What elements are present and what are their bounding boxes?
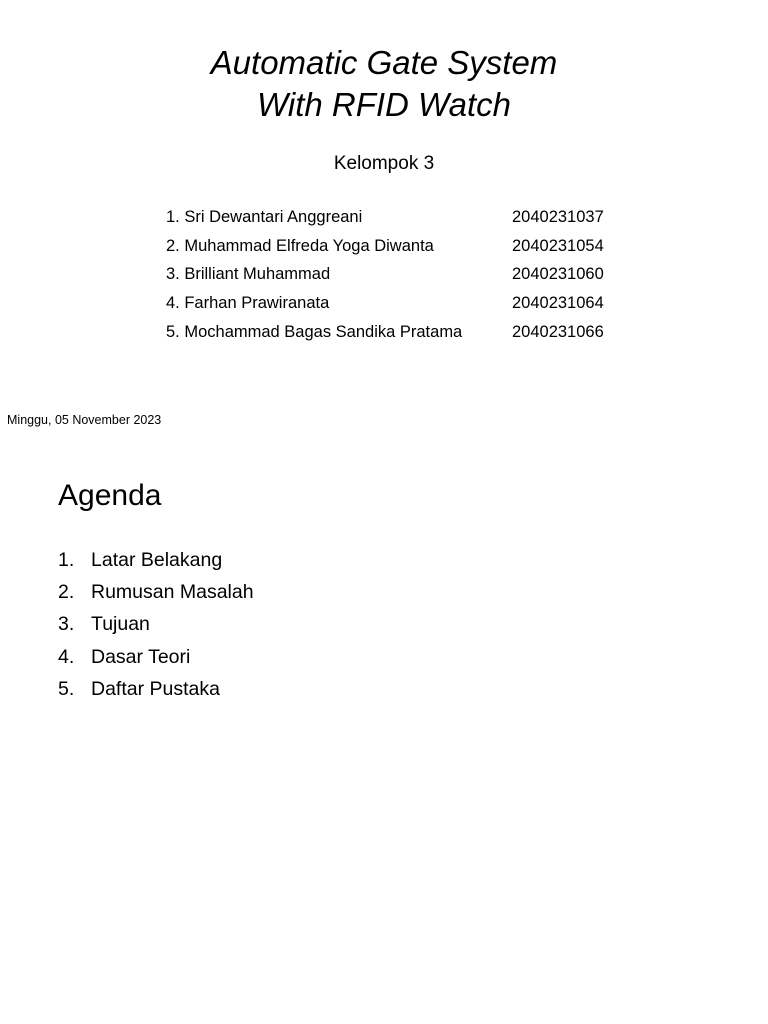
member-id: 2040231060 xyxy=(512,265,604,284)
agenda-item xyxy=(58,674,254,706)
agenda-item xyxy=(58,576,254,608)
agenda-heading: Agenda xyxy=(58,479,162,512)
agenda-item-number: 1. xyxy=(58,548,75,571)
member-name: 5. Mochammad Bagas Sandika Pratama xyxy=(166,323,463,342)
agenda-item-label: Latar Belakang xyxy=(91,548,223,571)
member-name: 4. Farhan Prawiranata xyxy=(166,294,330,313)
member-row xyxy=(166,232,626,261)
agenda-item-number: 5. xyxy=(58,678,75,701)
title-slide xyxy=(0,0,768,440)
agenda-item xyxy=(58,544,254,576)
agenda-item xyxy=(58,641,254,673)
member-name: 3. Brilliant Muhammad xyxy=(166,265,331,284)
agenda-list xyxy=(58,544,254,706)
title-line-1: Automatic Gate System xyxy=(210,44,558,81)
title-line-2: With RFID Watch xyxy=(257,86,511,123)
member-row xyxy=(166,261,626,290)
agenda-item-label: Rumusan Masalah xyxy=(91,581,254,604)
agenda-item-label: Tujuan xyxy=(91,613,150,636)
member-id: 2040231064 xyxy=(512,294,604,313)
presentation-date: Minggu, 05 November 2023 xyxy=(7,413,162,427)
agenda-item xyxy=(58,609,254,641)
member-id: 2040231037 xyxy=(512,207,604,226)
agenda-item-number: 2. xyxy=(58,581,75,604)
member-id: 2040231066 xyxy=(512,323,604,342)
member-row xyxy=(166,318,626,347)
member-row xyxy=(166,203,626,232)
group-name: Kelompok 3 xyxy=(333,153,435,174)
member-list xyxy=(166,203,626,347)
agenda-item-label: Daftar Pustaka xyxy=(91,678,220,701)
member-id: 2040231054 xyxy=(512,236,604,255)
member-name: 2. Muhammad Elfreda Yoga Diwanta xyxy=(166,236,434,255)
agenda-item-label: Dasar Teori xyxy=(91,645,191,668)
agenda-item-number: 4. xyxy=(58,645,75,668)
agenda-item-number: 3. xyxy=(58,613,75,636)
agenda-slide xyxy=(0,440,768,1024)
member-name: 1. Sri Dewantari Anggreani xyxy=(166,207,363,226)
slide-title xyxy=(0,42,768,126)
member-row xyxy=(166,289,626,318)
